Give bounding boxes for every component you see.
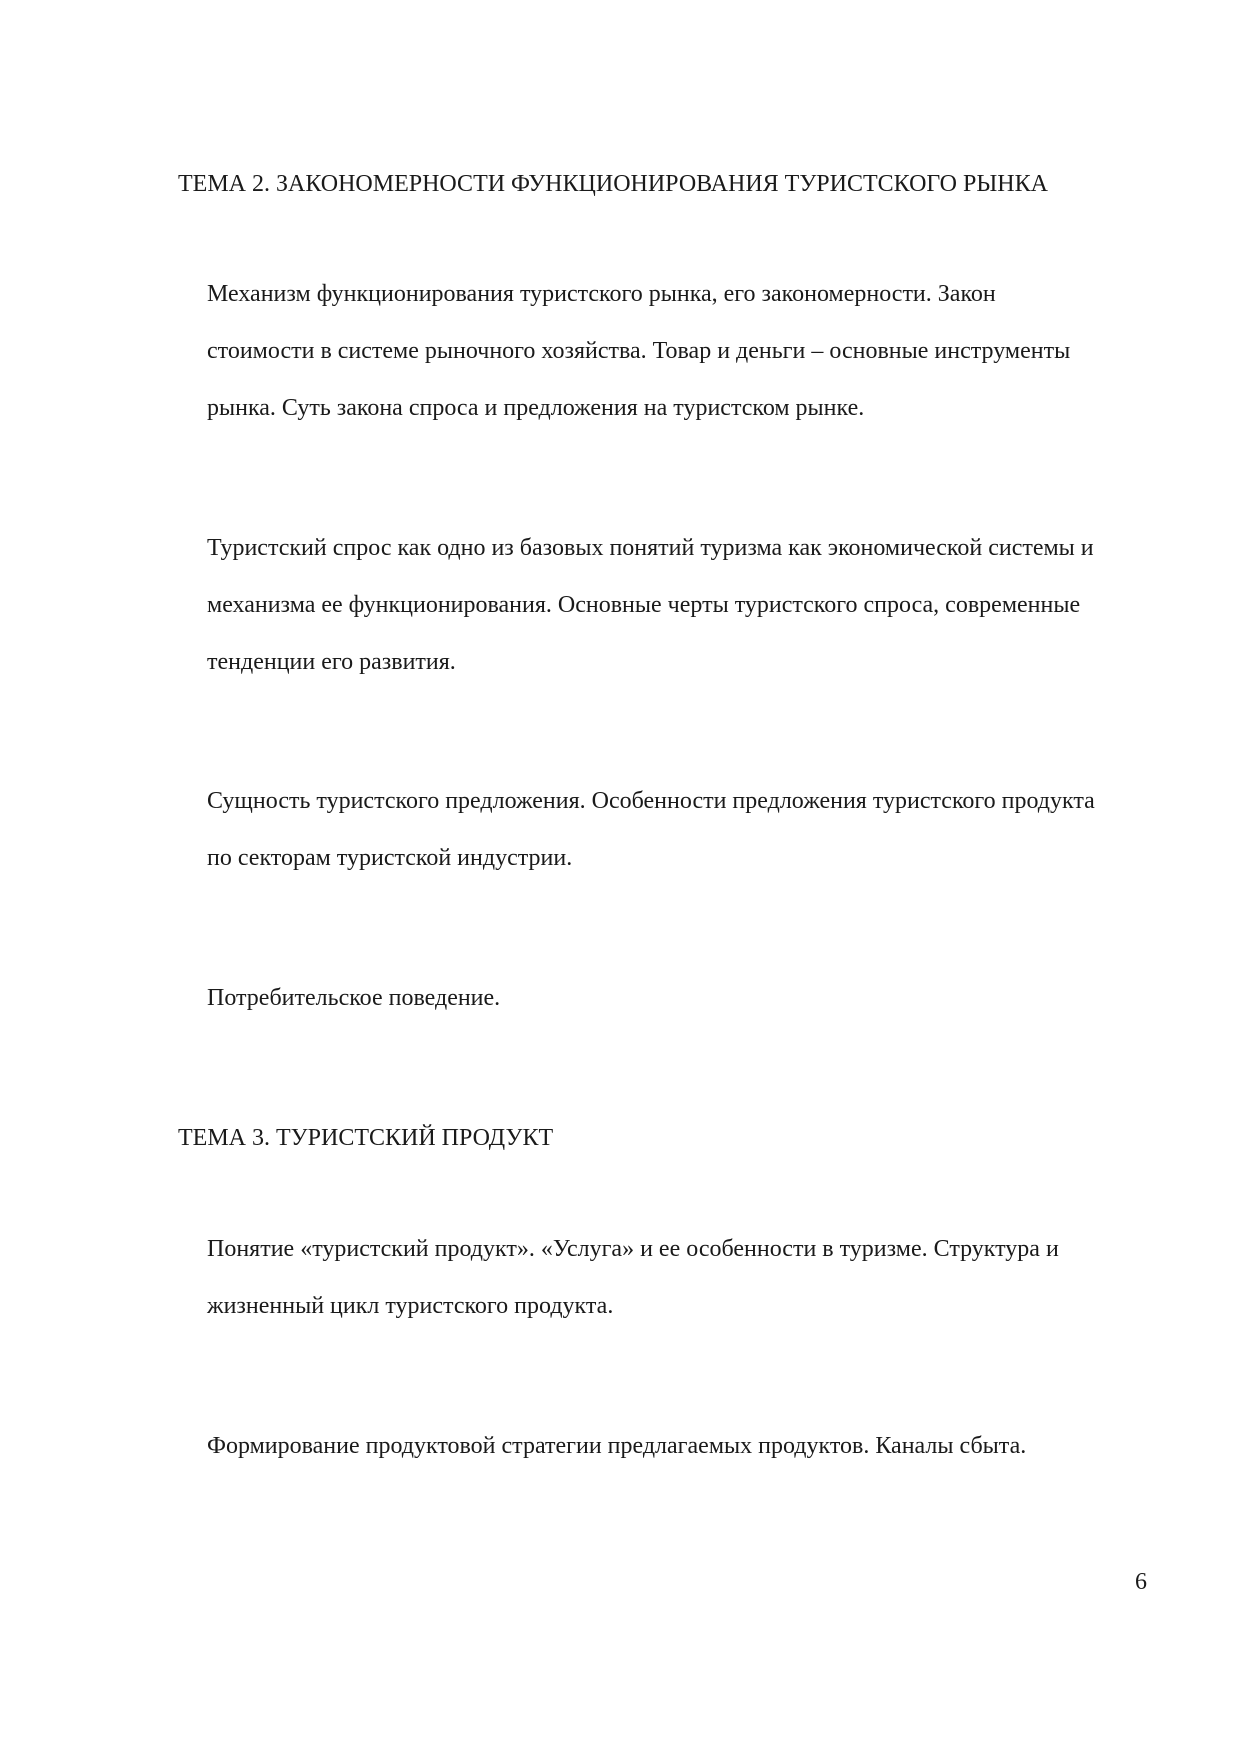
paragraph-line: Формирование продуктовой стратегии предлагаемых продуктов. Каналы сбыта. — [207, 1433, 1027, 1459]
paragraph-line: механизма ее функционирования. Основные черты туристского спроса, современные — [207, 592, 1081, 618]
paragraph — [207, 773, 1157, 887]
section-heading-topic-3: ТЕМА 3. ТУРИСТСКИЙ ПРОДУКТ — [178, 1125, 554, 1151]
paragraph — [207, 266, 1157, 437]
paragraph-line: Потребительское поведение. — [207, 985, 501, 1011]
page-number: 6 — [1135, 1569, 1147, 1595]
paragraph-line: Туристский спрос как одно из базовых понятий туризма как экономической системы и — [207, 535, 1094, 561]
paragraph-line: по секторам туристской индустрии. — [207, 845, 573, 871]
paragraph-line: жизненный цикл туристского продукта. — [207, 1293, 614, 1319]
paragraph-line: стоимости в системе рыночного хозяйства. Товар и деньги – основные инструменты — [207, 338, 1071, 364]
paragraph — [207, 1418, 1157, 1475]
paragraph — [207, 970, 1157, 1027]
paragraph-line: тенденции его развития. — [207, 649, 456, 675]
section-heading-topic-2: ТЕМА 2. ЗАКОНОМЕРНОСТИ ФУНКЦИОНИРОВАНИЯ ТУРИСТСКОГО РЫНКА — [178, 171, 1048, 197]
paragraph — [207, 1221, 1157, 1335]
paragraph-line: рынка. Суть закона спроса и предложения на туристском рынке. — [207, 395, 865, 421]
paragraph-line: Механизм функционирования туристского рынка, его закономерности. Закон — [207, 281, 996, 307]
paragraph-line: Сущность туристского предложения. Особенности предложения туристского продукта — [207, 788, 1095, 814]
paragraph-line: Понятие «туристский продукт». «Услуга» и ее особенности в туризме. Структура и — [207, 1236, 1059, 1262]
paragraph — [207, 520, 1157, 691]
